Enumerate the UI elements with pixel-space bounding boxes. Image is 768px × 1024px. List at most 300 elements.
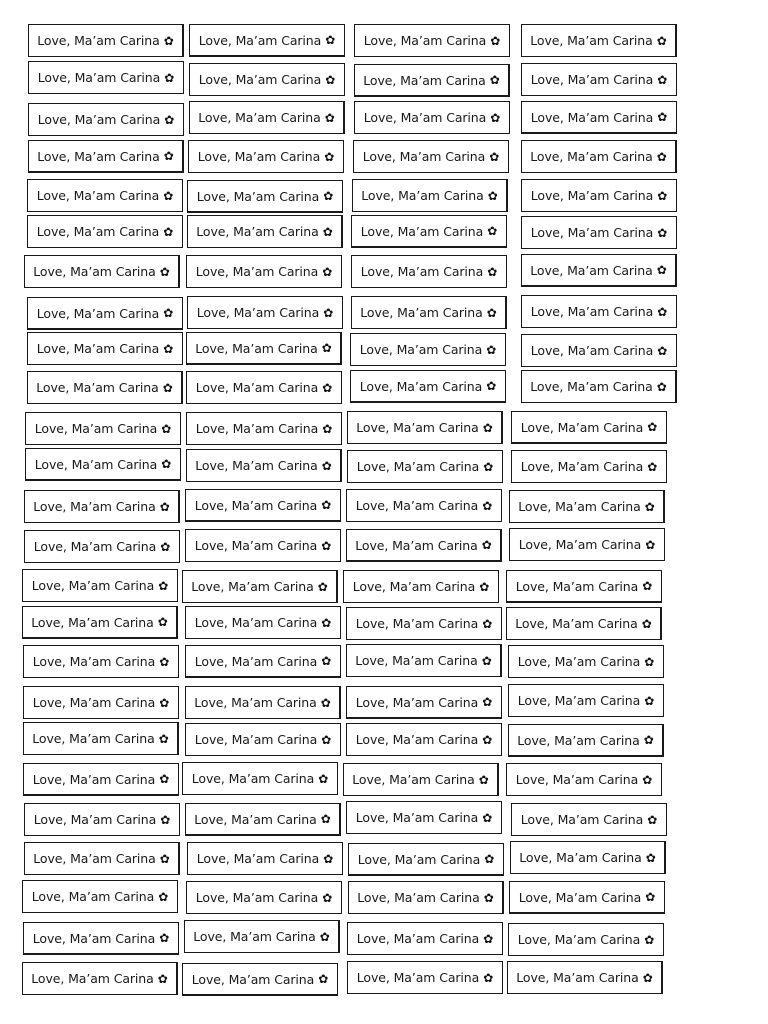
label-card xyxy=(186,255,342,288)
label-text: Love, Ma’am Carina xyxy=(196,224,319,239)
label-card xyxy=(353,140,509,173)
label-text: Love, Ma’am Carina xyxy=(32,930,156,946)
label-text: Love, Ma’am Carina xyxy=(32,731,155,746)
flower-icon: ✿ xyxy=(484,852,495,866)
label-text: Love, Ma’am Carina xyxy=(530,343,654,358)
label-card xyxy=(506,570,662,603)
label-card xyxy=(509,881,665,914)
flower-icon: ✿ xyxy=(486,379,497,393)
label-text: Love, Ma’am Carina xyxy=(194,653,318,669)
label-card xyxy=(354,64,510,97)
label-card xyxy=(185,803,341,836)
label-text: Love, Ma’am Carina xyxy=(360,223,484,239)
label-text: Love, Ma’am Carina xyxy=(520,812,644,827)
label-text: Love, Ma’am Carina xyxy=(517,654,641,669)
flower-icon: ✿ xyxy=(483,890,494,905)
flower-icon: ✿ xyxy=(482,420,493,435)
flower-icon: ✿ xyxy=(323,305,334,320)
label-text: Love, Ma’am Carina xyxy=(197,149,321,164)
label-text: Love, Ma’am Carina xyxy=(195,421,319,436)
flower-icon: ✿ xyxy=(657,225,668,240)
flower-icon: ✿ xyxy=(160,812,171,827)
label-card xyxy=(521,63,677,96)
label-card xyxy=(521,24,677,57)
flower-icon: ✿ xyxy=(657,110,668,124)
flower-icon: ✿ xyxy=(321,498,332,512)
label-text: Love, Ma’am Carina xyxy=(193,929,316,944)
label-text: Love, Ma’am Carina xyxy=(36,341,160,356)
label-card xyxy=(510,841,666,874)
label-card xyxy=(28,61,184,94)
flower-icon: ✿ xyxy=(483,931,494,946)
label-text: Love, Ma’am Carina xyxy=(356,420,479,435)
label-card xyxy=(27,332,183,365)
label-card xyxy=(521,140,677,173)
flower-icon: ✿ xyxy=(656,379,667,394)
label-text: Love, Ma’am Carina xyxy=(357,851,481,867)
flower-icon: ✿ xyxy=(478,772,489,787)
label-card xyxy=(347,450,503,483)
label-card xyxy=(22,962,178,995)
flower-icon: ✿ xyxy=(481,538,492,552)
label-card xyxy=(521,334,677,367)
flower-icon: ✿ xyxy=(164,112,175,127)
label-card xyxy=(185,645,341,678)
flower-icon: ✿ xyxy=(322,890,333,905)
flower-icon: ✿ xyxy=(158,889,169,904)
label-text: Love, Ma’am Carina xyxy=(33,812,157,827)
label-text: Love, Ma’am Carina xyxy=(352,772,475,787)
label-card xyxy=(28,24,184,57)
flower-icon: ✿ xyxy=(322,264,333,279)
label-text: Love, Ma’am Carina xyxy=(355,653,478,668)
label-text: Love, Ma’am Carina xyxy=(195,340,318,356)
flower-icon: ✿ xyxy=(163,33,174,48)
flower-icon: ✿ xyxy=(317,579,328,594)
label-card xyxy=(347,922,503,955)
flower-icon: ✿ xyxy=(644,932,655,947)
label-text: Love, Ma’am Carina xyxy=(33,851,156,866)
label-card xyxy=(27,179,183,212)
flower-icon: ✿ xyxy=(159,851,170,866)
flower-icon: ✿ xyxy=(157,971,168,986)
label-text: Love, Ma’am Carina xyxy=(31,578,155,593)
label-card xyxy=(508,645,664,678)
label-card xyxy=(23,686,179,719)
label-text: Love, Ma’am Carina xyxy=(530,149,653,164)
label-text: Love, Ma’am Carina xyxy=(33,499,156,514)
label-card xyxy=(185,723,341,756)
label-text: Love, Ma’am Carina xyxy=(195,380,319,395)
flower-icon: ✿ xyxy=(657,188,668,203)
label-card xyxy=(521,101,677,134)
label-card xyxy=(354,101,510,134)
flower-icon: ✿ xyxy=(321,732,332,747)
label-text: Love, Ma’am Carina xyxy=(515,772,639,787)
label-text: Love, Ma’am Carina xyxy=(520,419,644,435)
flower-icon: ✿ xyxy=(483,459,494,474)
flower-icon: ✿ xyxy=(322,421,333,436)
label-card xyxy=(187,296,343,329)
label-text: Love, Ma’am Carina xyxy=(530,188,654,203)
label-text: Love, Ma’am Carina xyxy=(362,149,486,164)
label-text: Love, Ma’am Carina xyxy=(37,112,161,127)
label-card xyxy=(182,762,338,795)
label-card xyxy=(182,963,338,996)
label-text: Love, Ma’am Carina xyxy=(196,851,320,866)
label-card xyxy=(186,412,342,445)
flower-icon: ✿ xyxy=(481,653,492,668)
flower-icon: ✿ xyxy=(490,33,501,48)
flower-icon: ✿ xyxy=(482,695,493,709)
flower-icon: ✿ xyxy=(159,695,170,710)
label-card xyxy=(22,880,178,913)
flower-icon: ✿ xyxy=(159,772,170,786)
label-card xyxy=(346,607,502,640)
flower-icon: ✿ xyxy=(642,970,653,985)
flower-icon: ✿ xyxy=(482,810,493,825)
label-text: Love, Ma’am Carina xyxy=(515,578,639,594)
label-text: Love, Ma’am Carina xyxy=(198,32,322,48)
label-card xyxy=(186,881,342,914)
label-card xyxy=(188,140,344,173)
flower-icon: ✿ xyxy=(321,341,332,355)
flower-icon: ✿ xyxy=(657,72,668,87)
label-text: Love, Ma’am Carina xyxy=(194,497,318,513)
flower-icon: ✿ xyxy=(482,732,493,747)
label-card xyxy=(185,686,341,719)
label-text: Love, Ma’am Carina xyxy=(355,498,479,513)
flower-icon: ✿ xyxy=(644,654,655,669)
label-text: Love, Ma’am Carina xyxy=(515,616,638,631)
label-card xyxy=(187,180,343,213)
flower-icon: ✿ xyxy=(487,224,498,238)
flower-icon: ✿ xyxy=(486,305,497,320)
label-card xyxy=(27,371,183,404)
label-card xyxy=(186,332,342,365)
label-card xyxy=(343,570,499,603)
flower-icon: ✿ xyxy=(483,970,494,985)
label-text: Love, Ma’am Carina xyxy=(355,732,479,747)
flower-icon: ✿ xyxy=(321,615,332,630)
label-text: Love, Ma’am Carina xyxy=(518,889,642,905)
label-text: Love, Ma’am Carina xyxy=(31,614,154,630)
label-text: Love, Ma’am Carina xyxy=(195,458,318,473)
flower-icon: ✿ xyxy=(643,733,654,747)
label-text: Love, Ma’am Carina xyxy=(198,72,322,87)
flower-icon: ✿ xyxy=(157,615,168,629)
label-text: Love, Ma’am Carina xyxy=(37,33,160,48)
label-card xyxy=(508,724,664,757)
label-card xyxy=(346,644,502,677)
label-text: Love, Ma’am Carina xyxy=(363,110,487,125)
flower-icon: ✿ xyxy=(163,188,174,203)
label-card xyxy=(511,450,667,483)
flower-icon: ✿ xyxy=(482,498,493,513)
label-card xyxy=(346,489,502,522)
label-card xyxy=(351,255,507,288)
flower-icon: ✿ xyxy=(318,972,329,986)
label-card xyxy=(352,179,508,212)
flower-icon: ✿ xyxy=(161,457,172,471)
flower-icon: ✿ xyxy=(645,890,656,904)
flower-icon: ✿ xyxy=(321,458,332,473)
label-text: Love, Ma’am Carina xyxy=(361,188,484,203)
label-card xyxy=(507,961,663,994)
label-text: Love, Ma’am Carina xyxy=(32,654,156,669)
label-text: Love, Ma’am Carina xyxy=(356,931,480,946)
flower-icon: ✿ xyxy=(644,693,655,708)
label-text: Love, Ma’am Carina xyxy=(519,850,642,865)
label-card xyxy=(346,529,502,562)
label-text: Love, Ma’am Carina xyxy=(530,109,654,125)
flower-icon: ✿ xyxy=(158,731,169,746)
label-text: Love, Ma’am Carina xyxy=(530,225,654,240)
flower-icon: ✿ xyxy=(323,851,334,866)
label-card xyxy=(508,684,664,717)
flower-icon: ✿ xyxy=(657,304,668,319)
label-card xyxy=(25,412,181,445)
label-text: Love, Ma’am Carina xyxy=(191,579,314,594)
label-card xyxy=(189,63,345,96)
label-text: Love, Ma’am Carina xyxy=(194,811,317,827)
flower-icon: ✿ xyxy=(319,929,330,944)
label-card xyxy=(23,645,179,678)
flower-icon: ✿ xyxy=(482,616,493,631)
label-text: Love, Ma’am Carina xyxy=(359,378,483,394)
label-card xyxy=(521,254,677,287)
flower-icon: ✿ xyxy=(163,224,174,239)
label-card xyxy=(28,140,184,173)
flower-icon: ✿ xyxy=(322,224,333,239)
flower-icon: ✿ xyxy=(161,421,172,436)
label-card xyxy=(23,722,179,755)
label-card xyxy=(22,569,178,602)
label-text: Love, Ma’am Carina xyxy=(37,148,160,164)
label-text: Love, Ma’am Carina xyxy=(34,421,158,436)
label-card xyxy=(521,216,677,249)
flower-icon: ✿ xyxy=(164,70,175,85)
label-card xyxy=(187,842,343,875)
label-text: Love, Ma’am Carina xyxy=(194,538,318,553)
label-card xyxy=(22,606,178,639)
flower-icon: ✿ xyxy=(647,420,658,434)
label-card xyxy=(343,763,499,796)
flower-icon: ✿ xyxy=(486,342,497,357)
label-card xyxy=(24,255,180,288)
flower-icon: ✿ xyxy=(159,931,170,945)
label-card xyxy=(348,843,504,876)
flower-icon: ✿ xyxy=(657,343,668,358)
label-text: Love, Ma’am Carina xyxy=(195,890,319,905)
flower-icon: ✿ xyxy=(645,850,656,865)
label-text: Love, Ma’am Carina xyxy=(36,380,159,395)
flower-icon: ✿ xyxy=(158,578,169,593)
flower-icon: ✿ xyxy=(325,33,336,47)
label-card xyxy=(347,411,503,444)
flower-icon: ✿ xyxy=(325,72,336,87)
flower-icon: ✿ xyxy=(644,499,655,514)
label-card xyxy=(348,881,504,914)
flower-icon: ✿ xyxy=(321,654,332,668)
label-text: Love, Ma’am Carina xyxy=(360,264,484,279)
flower-icon: ✿ xyxy=(642,579,653,593)
label-text: Love, Ma’am Carina xyxy=(530,262,653,278)
flower-icon: ✿ xyxy=(490,110,501,125)
flower-icon: ✿ xyxy=(160,539,171,554)
label-text: Love, Ma’am Carina xyxy=(530,33,653,48)
label-text: Love, Ma’am Carina xyxy=(357,890,480,905)
label-card xyxy=(350,333,506,366)
label-text: Love, Ma’am Carina xyxy=(194,732,318,747)
label-text: Love, Ma’am Carina xyxy=(352,579,476,594)
label-text: Love, Ma’am Carina xyxy=(355,537,478,553)
label-card xyxy=(28,103,184,136)
flower-icon: ✿ xyxy=(324,149,335,164)
label-card xyxy=(521,370,677,403)
label-text: Love, Ma’am Carina xyxy=(194,615,318,630)
label-card xyxy=(27,297,183,330)
label-text: Love, Ma’am Carina xyxy=(194,695,317,710)
label-card xyxy=(185,606,341,639)
label-card xyxy=(185,529,341,562)
label-card xyxy=(23,763,179,796)
label-text: Love, Ma’am Carina xyxy=(355,616,479,631)
label-text: Love, Ma’am Carina xyxy=(363,33,487,48)
label-card xyxy=(189,101,345,134)
flower-icon: ✿ xyxy=(159,499,170,514)
label-text: Love, Ma’am Carina xyxy=(530,304,654,319)
label-text: Love, Ma’am Carina xyxy=(363,72,486,88)
flower-icon: ✿ xyxy=(479,579,490,594)
label-card xyxy=(350,370,506,403)
label-text: Love, Ma’am Carina xyxy=(32,695,156,710)
label-card xyxy=(346,801,502,834)
flower-icon: ✿ xyxy=(641,616,652,631)
label-text: Love, Ma’am Carina xyxy=(34,456,158,472)
label-text: Love, Ma’am Carina xyxy=(36,188,160,203)
flower-icon: ✿ xyxy=(656,33,667,48)
flower-icon: ✿ xyxy=(487,188,498,203)
label-card xyxy=(511,411,667,444)
label-card xyxy=(27,215,183,248)
label-text: Love, Ma’am Carina xyxy=(31,971,154,986)
flower-icon: ✿ xyxy=(320,695,331,710)
flower-icon: ✿ xyxy=(324,110,335,125)
label-card xyxy=(186,371,342,404)
label-card xyxy=(506,763,662,796)
label-text: Love, Ma’am Carina xyxy=(32,771,156,787)
label-card xyxy=(509,490,665,523)
label-text: Love, Ma’am Carina xyxy=(516,970,639,985)
label-text: Love, Ma’am Carina xyxy=(191,771,315,786)
flower-icon: ✿ xyxy=(322,380,333,395)
label-text: Love, Ma’am Carina xyxy=(36,305,160,321)
label-text: Love, Ma’am Carina xyxy=(196,305,320,320)
flower-icon: ✿ xyxy=(162,380,173,395)
label-text: Love, Ma’am Carina xyxy=(530,379,653,394)
label-text: Love, Ma’am Carina xyxy=(360,305,483,320)
flower-icon: ✿ xyxy=(645,537,656,552)
label-card xyxy=(347,961,503,994)
label-text: Love, Ma’am Carina xyxy=(33,539,157,554)
flower-icon: ✿ xyxy=(656,263,667,277)
flower-icon: ✿ xyxy=(642,772,653,787)
flower-icon: ✿ xyxy=(321,538,332,553)
label-card xyxy=(346,686,502,719)
label-text: Love, Ma’am Carina xyxy=(31,889,155,904)
label-text: Love, Ma’am Carina xyxy=(517,932,641,947)
label-text: Love, Ma’am Carina xyxy=(359,342,483,357)
label-card xyxy=(185,489,341,522)
flower-icon: ✿ xyxy=(163,341,174,356)
flower-icon: ✿ xyxy=(323,189,334,203)
label-card xyxy=(24,842,180,875)
flower-icon: ✿ xyxy=(318,771,329,786)
label-text: Love, Ma’am Carina xyxy=(198,110,321,125)
label-text: Love, Ma’am Carina xyxy=(517,693,641,708)
label-card xyxy=(351,296,507,329)
label-card xyxy=(521,179,677,212)
label-card xyxy=(182,570,338,603)
label-card xyxy=(521,295,677,328)
label-card xyxy=(184,920,340,953)
label-card xyxy=(189,24,345,57)
flower-icon: ✿ xyxy=(647,459,658,474)
flower-icon: ✿ xyxy=(656,149,667,164)
label-card xyxy=(506,607,662,640)
label-card xyxy=(351,215,507,248)
label-text: Love, Ma’am Carina xyxy=(356,459,480,474)
label-card xyxy=(187,215,343,248)
flower-icon: ✿ xyxy=(489,73,500,87)
label-card xyxy=(186,449,342,482)
label-text: Love, Ma’am Carina xyxy=(518,537,642,552)
flower-icon: ✿ xyxy=(159,264,170,279)
label-card xyxy=(24,490,180,523)
label-text: Love, Ma’am Carina xyxy=(37,70,161,85)
label-card xyxy=(346,723,502,756)
label-text: Love, Ma’am Carina xyxy=(517,732,640,748)
label-text: Love, Ma’am Carina xyxy=(355,694,479,710)
flower-icon: ✿ xyxy=(647,812,658,827)
flower-icon: ✿ xyxy=(487,264,498,279)
label-card xyxy=(23,922,179,955)
flower-icon: ✿ xyxy=(163,306,174,320)
label-text: Love, Ma’am Carina xyxy=(356,970,480,985)
label-text: Love, Ma’am Carina xyxy=(530,72,654,87)
label-card xyxy=(508,923,664,956)
label-card xyxy=(509,528,665,561)
label-card xyxy=(511,803,667,836)
label-text: Love, Ma’am Carina xyxy=(355,810,479,825)
flower-icon: ✿ xyxy=(163,149,174,163)
flower-icon: ✿ xyxy=(159,654,170,669)
label-text: Love, Ma’am Carina xyxy=(191,971,315,987)
label-card xyxy=(24,803,180,836)
flower-icon: ✿ xyxy=(489,149,500,164)
label-text: Love, Ma’am Carina xyxy=(195,264,319,279)
label-text: Love, Ma’am Carina xyxy=(36,224,160,239)
label-text: Love, Ma’am Carina xyxy=(33,264,156,279)
label-card xyxy=(25,448,181,481)
label-text: Love, Ma’am Carina xyxy=(196,188,320,204)
flower-icon: ✿ xyxy=(320,812,331,826)
label-text: Love, Ma’am Carina xyxy=(518,499,641,514)
label-card xyxy=(354,24,510,57)
label-text: Love, Ma’am Carina xyxy=(520,459,644,474)
label-card xyxy=(24,530,180,563)
